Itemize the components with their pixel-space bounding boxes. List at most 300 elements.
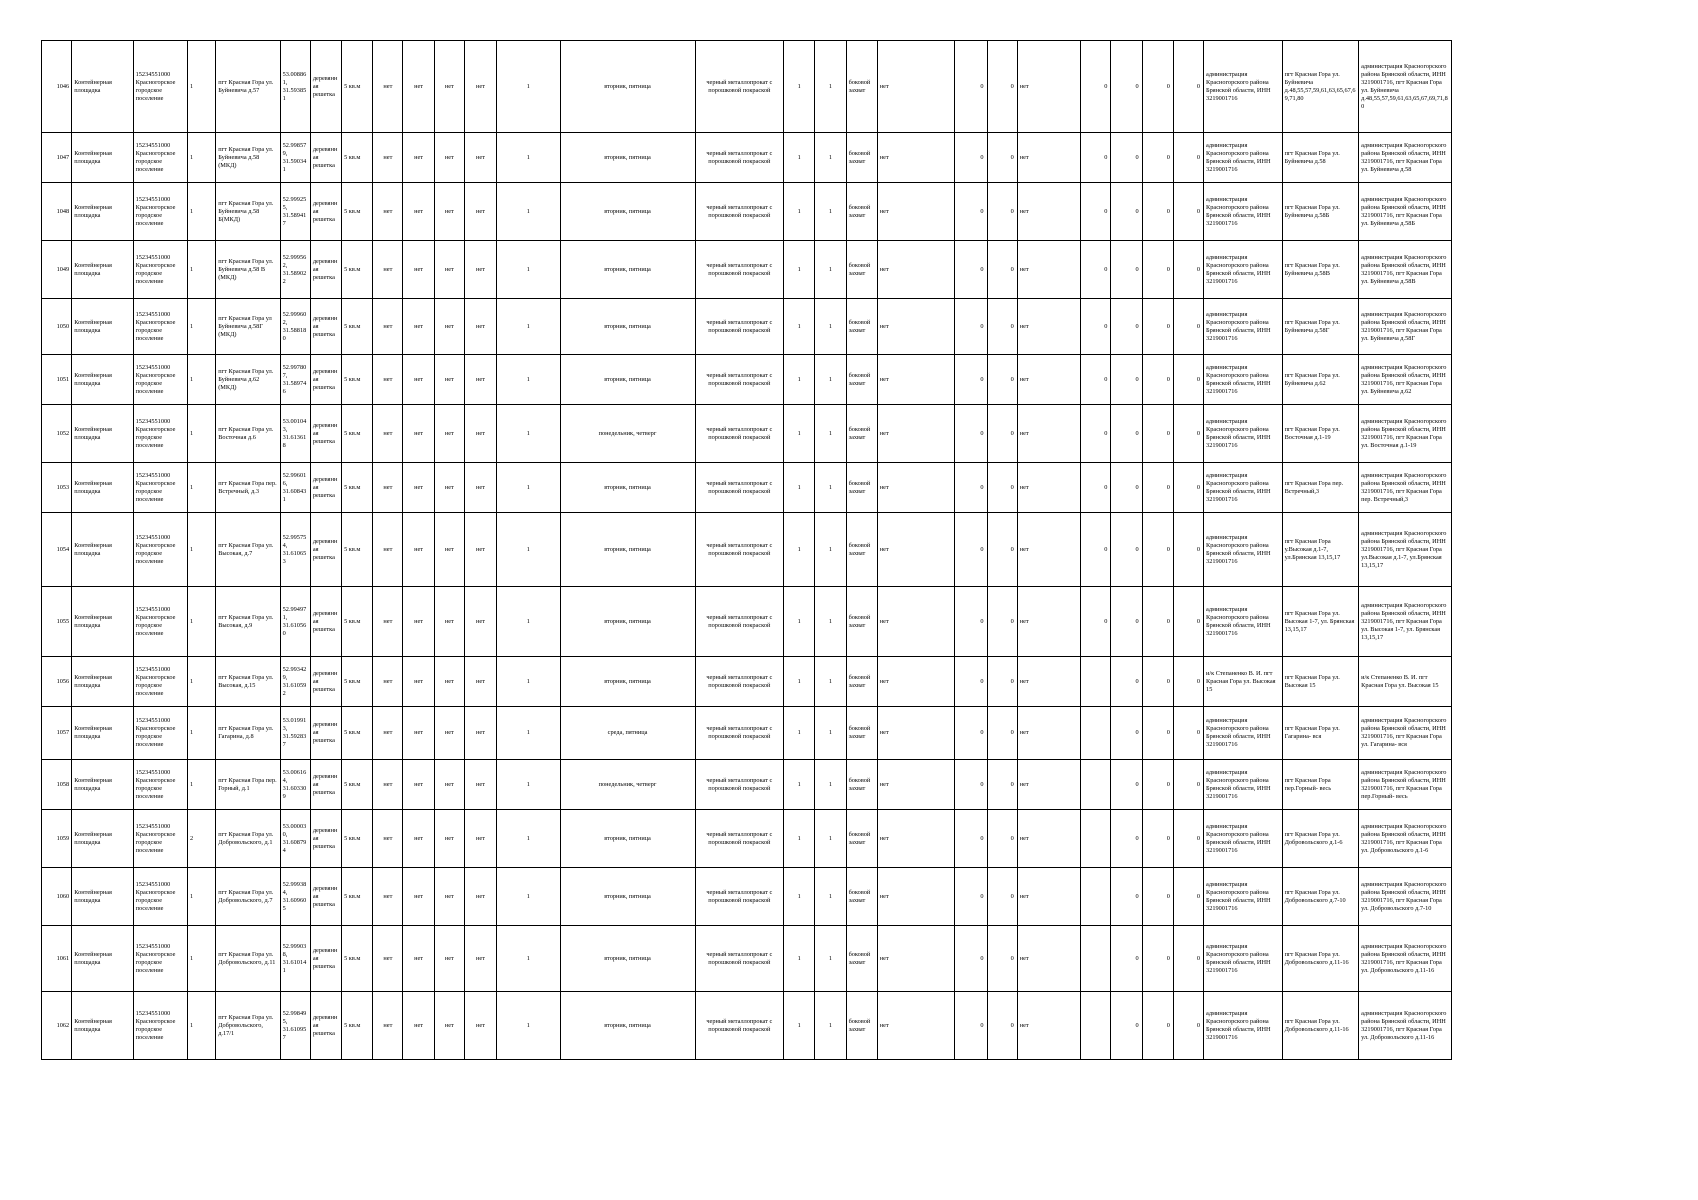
cell-quantity: 1 (188, 707, 216, 760)
cell-zero-6: 0 (1173, 133, 1203, 183)
cell-address: пгт Красная Гора ул. Добровольского, д.17/1 (216, 992, 280, 1060)
cell-schedule: вторник, пятница (560, 299, 695, 355)
cell-number: 1047 (42, 133, 72, 183)
cell-area: 5 кв.м (342, 657, 373, 707)
cell-quantity: 1 (188, 868, 216, 926)
cell-zero-6: 0 (1173, 183, 1203, 241)
cell-container-material: черный металлопрокат с порошковой покраской (695, 241, 784, 299)
cell-waste-source: пгт Красная Гора ул. Буйневича д.58Г (1282, 299, 1359, 355)
cell-loading-type: боковой захват (846, 810, 877, 868)
cell-flag-2: нет (403, 183, 434, 241)
cell-object-type: Контейнерная площадка (72, 463, 133, 513)
cell-bunker-flag: нет (877, 587, 955, 657)
cell-waste-source: пгт Красная Гора ул. Добровольского д.1-6 (1282, 810, 1359, 868)
cell-loading-type: боковой захват (846, 299, 877, 355)
cell-flag-4: нет (464, 133, 496, 183)
cell-number: 1054 (42, 513, 72, 587)
cell-quantity: 1 (188, 657, 216, 707)
cell-owner-full: администрация Красногорского района Брянской области, ИНН 3219001716, пгт Красная Гора ул. Добровольского д.7-10 (1359, 868, 1452, 926)
cell-object-type: Контейнерная площадка (72, 299, 133, 355)
cell-container-material: черный металлопрокат с порошковой покраской (695, 405, 784, 463)
cell-flag-2: нет (403, 463, 434, 513)
cell-quantity: 1 (188, 133, 216, 183)
cell-loading-type: боковой захват (846, 241, 877, 299)
table-row (42, 405, 1452, 463)
cell-flag-1: нет (373, 355, 403, 405)
cell-owner-full: администрация Красногорского района Брянской области, ИНН 3219001716, пгт Красная Гора ул. Высокая 1-7, ул. Брянская 13,15,17 (1359, 587, 1452, 657)
cell-quantity: 1 (188, 299, 216, 355)
cell-zero-6: 0 (1173, 463, 1203, 513)
cell-zero-3 (1081, 707, 1111, 760)
cell-zero-2: 0 (987, 926, 1017, 992)
cell-coordinates: 53.001043, 31.613618 (280, 405, 310, 463)
cell-volume-1: 1 (784, 405, 815, 463)
cell-zero-1: 0 (955, 707, 987, 760)
cell-address: пгт Красная Гора ул. Буйневича д.58 (МКД) (216, 133, 280, 183)
cell-fence-material: деревянная решетка (310, 513, 341, 587)
cell-zero-6: 0 (1173, 868, 1203, 926)
cell-zero-3: 0 (1081, 183, 1111, 241)
cell-quantity: 1 (188, 463, 216, 513)
cell-flag-1: нет (373, 587, 403, 657)
table-row (42, 992, 1452, 1060)
cell-waste-source: пгт Красная Гора ул. Добровольского д.7-10 (1282, 868, 1359, 926)
cell-zero-6: 0 (1173, 299, 1203, 355)
cell-owner-full: администрация Красногорского района Брянской области, ИНН 3219001716, пгт Красная Гора ул. Буйневича д.58Б (1359, 183, 1452, 241)
cell-oktmo: 15234551000 Красногорское городское поселение (133, 463, 187, 513)
cell-address: пгт Красная Гора ул. Высокая, д.9 (216, 587, 280, 657)
table-row (42, 587, 1452, 657)
cell-volume-2: 1 (815, 183, 846, 241)
table-row (42, 513, 1452, 587)
cell-quantity: 1 (188, 41, 216, 133)
cell-flag-4: нет (464, 299, 496, 355)
cell-zero-2: 0 (987, 133, 1017, 183)
cell-zero-3 (1081, 810, 1111, 868)
cell-zero-5: 0 (1142, 760, 1173, 810)
cell-oktmo: 15234551000 Красногорское городское поселение (133, 657, 187, 707)
cell-fence-material: деревянная решетка (310, 657, 341, 707)
cell-zero-5: 0 (1142, 707, 1173, 760)
cell-container-material: черный металлопрокат с порошковой покраской (695, 183, 784, 241)
cell-loading-type: боковой захват (846, 133, 877, 183)
cell-container-count: 1 (497, 355, 560, 405)
cell-quantity: 2 (188, 810, 216, 868)
cell-fence-material: деревянная решетка (310, 241, 341, 299)
cell-volume-2: 1 (815, 760, 846, 810)
cell-volume-1: 1 (784, 41, 815, 133)
cell-zero-4: 0 (1111, 587, 1142, 657)
cell-address: пгт Красная Гора ул. Добровольского, д.11 (216, 926, 280, 992)
cell-zero-1: 0 (955, 133, 987, 183)
table-row (42, 810, 1452, 868)
cell-volume-2: 1 (815, 707, 846, 760)
cell-number: 1046 (42, 41, 72, 133)
cell-flag-2: нет (403, 405, 434, 463)
cell-fence-material: деревянная решетка (310, 587, 341, 657)
cell-coordinates: 52.993429, 31.610592 (280, 657, 310, 707)
cell-loading-type: боковой захват (846, 355, 877, 405)
cell-fence-material: деревянная решетка (310, 41, 341, 133)
cell-zero-1: 0 (955, 926, 987, 992)
cell-flag-1: нет (373, 41, 403, 133)
cell-area: 5 кв.м (342, 41, 373, 133)
registry-table (41, 40, 1452, 1060)
cell-owner-full: администрация Красногорского района Брянской области, ИНН 3219001716, пгт Красная Гора ул. Гагарина- вся (1359, 707, 1452, 760)
cell-bunker-flag: нет (877, 463, 955, 513)
cell-address: пгт Красная Гора ул. Буйневича д.62 (МКД) (216, 355, 280, 405)
cell-flag-4: нет (464, 587, 496, 657)
cell-object-type: Контейнерная площадка (72, 41, 133, 133)
cell-zero-2: 0 (987, 657, 1017, 707)
cell-zero-2: 0 (987, 513, 1017, 587)
cell-zero-5: 0 (1142, 355, 1173, 405)
cell-zero-3: 0 (1081, 241, 1111, 299)
cell-zero-6: 0 (1173, 41, 1203, 133)
cell-zero-4: 0 (1111, 405, 1142, 463)
cell-owner-full: администрация Красногорского района Брянской области, ИНН 3219001716, пгт Красная Гора ул. Добровольского д.11-16 (1359, 926, 1452, 992)
cell-object-type: Контейнерная площадка (72, 241, 133, 299)
cell-zero-1: 0 (955, 587, 987, 657)
cell-volume-2: 1 (815, 299, 846, 355)
cell-coordinates: 52.999038, 31.610141 (280, 926, 310, 992)
cell-schedule: вторник, пятница (560, 355, 695, 405)
cell-owner-full: администрация Красногорского района Брянской области, ИНН 3219001716, пгт Красная Гора ул. Восточная д.1-19 (1359, 405, 1452, 463)
cell-zero-6: 0 (1173, 657, 1203, 707)
cell-area: 5 кв.м (342, 133, 373, 183)
cell-container-material: черный металлопрокат с порошковой покраской (695, 463, 784, 513)
cell-flag-1: нет (373, 241, 403, 299)
cell-owner-full: администрация Красногорского района Брянской области, ИНН 3219001716, пгт Красная Гора ул. Буйневича д.58В (1359, 241, 1452, 299)
cell-flag-3: нет (434, 810, 464, 868)
cell-fence-material: деревянная решетка (310, 760, 341, 810)
cell-oktmo: 15234551000 Красногорское городское поселение (133, 405, 187, 463)
cell-container-material: черный металлопрокат с порошковой покраской (695, 760, 784, 810)
cell-container-material: черный металлопрокат с порошковой покраской (695, 992, 784, 1060)
cell-flag-2: нет (403, 355, 434, 405)
cell-zero-5: 0 (1142, 587, 1173, 657)
cell-oktmo: 15234551000 Красногорское городское поселение (133, 513, 187, 587)
table-row (42, 657, 1452, 707)
cell-zero-1: 0 (955, 657, 987, 707)
cell-zero-1: 0 (955, 463, 987, 513)
cell-area: 5 кв.м (342, 992, 373, 1060)
cell-bunker-flag: нет (877, 992, 955, 1060)
cell-container-count: 1 (497, 707, 560, 760)
cell-flag-2: нет (403, 241, 434, 299)
cell-extra-flag: нет (1017, 992, 1080, 1060)
cell-flag-1: нет (373, 992, 403, 1060)
cell-object-type: Контейнерная площадка (72, 183, 133, 241)
cell-container-material: черный металлопрокат с порошковой покраской (695, 657, 784, 707)
cell-zero-1: 0 (955, 355, 987, 405)
cell-coordinates: 52.995754, 31.610653 (280, 513, 310, 587)
cell-waste-source: пгт Красная Гора у.Высокая д.1-7, ул.Брянская 13,15,17 (1282, 513, 1359, 587)
cell-area: 5 кв.м (342, 241, 373, 299)
cell-waste-source: пгт Красная Гора ул. Высокая 15 (1282, 657, 1359, 707)
cell-zero-3: 0 (1081, 513, 1111, 587)
cell-loading-type: боковой захват (846, 992, 877, 1060)
cell-owner: администрация Красногорского района Брянской области, ИНН 3219001716 (1204, 707, 1283, 760)
table-row (42, 707, 1452, 760)
cell-zero-1: 0 (955, 513, 987, 587)
cell-coordinates: 52.994971, 31.610560 (280, 587, 310, 657)
cell-schedule: вторник, пятница (560, 513, 695, 587)
cell-area: 5 кв.м (342, 587, 373, 657)
cell-owner: администрация Красногорского района Брянской области, ИНН 3219001716 (1204, 513, 1283, 587)
cell-bunker-flag: нет (877, 241, 955, 299)
cell-oktmo: 15234551000 Красногорское городское поселение (133, 810, 187, 868)
cell-area: 5 кв.м (342, 183, 373, 241)
cell-waste-source: пгт Красная Гора ул. Гагарина- вся (1282, 707, 1359, 760)
cell-flag-1: нет (373, 463, 403, 513)
cell-area: 5 кв.м (342, 355, 373, 405)
cell-area: 5 кв.м (342, 926, 373, 992)
cell-owner: администрация Красногорского района Брянской области, ИНН 3219001716 (1204, 463, 1283, 513)
table-row (42, 133, 1452, 183)
cell-bunker-flag: нет (877, 405, 955, 463)
cell-bunker-flag: нет (877, 355, 955, 405)
cell-oktmo: 15234551000 Красногорское городское поселение (133, 760, 187, 810)
cell-flag-3: нет (434, 587, 464, 657)
cell-zero-2: 0 (987, 299, 1017, 355)
cell-zero-2: 0 (987, 463, 1017, 513)
cell-zero-2: 0 (987, 405, 1017, 463)
cell-bunker-flag: нет (877, 760, 955, 810)
cell-owner: администрация Красногорского района Брянской области, ИНН 3219001716 (1204, 299, 1283, 355)
cell-address: пгт Красная Гора ул. Добровольского, д.1 (216, 810, 280, 868)
registry-sheet (41, 40, 1452, 1060)
cell-flag-3: нет (434, 992, 464, 1060)
cell-bunker-flag: нет (877, 868, 955, 926)
cell-object-type: Контейнерная площадка (72, 810, 133, 868)
cell-zero-1: 0 (955, 241, 987, 299)
cell-coordinates: 53.019913, 31.592837 (280, 707, 310, 760)
cell-waste-source: пгт Красная Гора ул. Буйневича д.48,55,57,59,61,63,65,67,69,71,80 (1282, 41, 1359, 133)
cell-extra-flag: нет (1017, 405, 1080, 463)
cell-coordinates: 52.999562, 31.589022 (280, 241, 310, 299)
cell-volume-1: 1 (784, 657, 815, 707)
cell-zero-6: 0 (1173, 810, 1203, 868)
cell-flag-3: нет (434, 760, 464, 810)
cell-volume-2: 1 (815, 587, 846, 657)
cell-waste-source: пгт Красная Гора ул. Высокая 1-7, ул. Брянская 13,15,17 (1282, 587, 1359, 657)
cell-owner-full: администрация Красногорского района Брянской области, ИНН 3219001716, пгт Красная Гора ул. Буйневича д.62 (1359, 355, 1452, 405)
cell-container-count: 1 (497, 299, 560, 355)
cell-owner: и/к Степаненко В. И. пгт Красная Гора ул. Высокая 15 (1204, 657, 1283, 707)
cell-number: 1052 (42, 405, 72, 463)
cell-coordinates: 52.997807, 31.589746 (280, 355, 310, 405)
cell-flag-2: нет (403, 707, 434, 760)
cell-flag-3: нет (434, 926, 464, 992)
cell-container-material: черный металлопрокат с порошковой покраской (695, 513, 784, 587)
cell-container-count: 1 (497, 760, 560, 810)
cell-bunker-flag: нет (877, 707, 955, 760)
cell-zero-4: 0 (1111, 355, 1142, 405)
cell-zero-1: 0 (955, 760, 987, 810)
cell-area: 5 кв.м (342, 707, 373, 760)
cell-object-type: Контейнерная площадка (72, 133, 133, 183)
cell-zero-4: 0 (1111, 810, 1142, 868)
cell-waste-source: пгт Красная Гора ул. Буйневича д.58В (1282, 241, 1359, 299)
cell-zero-5: 0 (1142, 992, 1173, 1060)
cell-extra-flag: нет (1017, 183, 1080, 241)
cell-container-count: 1 (497, 513, 560, 587)
cell-flag-4: нет (464, 405, 496, 463)
cell-volume-1: 1 (784, 868, 815, 926)
cell-flag-3: нет (434, 405, 464, 463)
cell-object-type: Контейнерная площадка (72, 657, 133, 707)
cell-bunker-flag: нет (877, 657, 955, 707)
cell-extra-flag: нет (1017, 241, 1080, 299)
cell-oktmo: 15234551000 Красногорское городское поселение (133, 183, 187, 241)
cell-extra-flag: нет (1017, 299, 1080, 355)
cell-address: пгт Красная Гора ул. Добровольского, д.7 (216, 868, 280, 926)
cell-oktmo: 15234551000 Красногорское городское поселение (133, 41, 187, 133)
cell-zero-3: 0 (1081, 299, 1111, 355)
cell-number: 1062 (42, 992, 72, 1060)
cell-zero-4: 0 (1111, 463, 1142, 513)
cell-flag-2: нет (403, 810, 434, 868)
cell-bunker-flag: нет (877, 41, 955, 133)
cell-flag-3: нет (434, 299, 464, 355)
cell-zero-4: 0 (1111, 299, 1142, 355)
table-row (42, 926, 1452, 992)
cell-area: 5 кв.м (342, 810, 373, 868)
cell-coordinates: 53.006164, 31.603309 (280, 760, 310, 810)
cell-coordinates: 52.999384, 31.609605 (280, 868, 310, 926)
cell-flag-2: нет (403, 299, 434, 355)
cell-flag-3: нет (434, 657, 464, 707)
cell-container-count: 1 (497, 241, 560, 299)
cell-loading-type: боковой захват (846, 926, 877, 992)
cell-volume-1: 1 (784, 513, 815, 587)
cell-owner: администрация Красногорского района Брянской области, ИНН 3219001716 (1204, 587, 1283, 657)
cell-zero-6: 0 (1173, 707, 1203, 760)
registry-rows (42, 41, 1452, 1060)
table-row (42, 760, 1452, 810)
cell-zero-1: 0 (955, 183, 987, 241)
cell-quantity: 1 (188, 355, 216, 405)
cell-schedule: вторник, пятница (560, 183, 695, 241)
cell-loading-type: боковой захват (846, 41, 877, 133)
cell-oktmo: 15234551000 Красногорское городское поселение (133, 355, 187, 405)
cell-zero-5: 0 (1142, 513, 1173, 587)
cell-flag-1: нет (373, 707, 403, 760)
cell-volume-1: 1 (784, 299, 815, 355)
cell-quantity: 1 (188, 760, 216, 810)
cell-object-type: Контейнерная площадка (72, 760, 133, 810)
cell-number: 1053 (42, 463, 72, 513)
cell-zero-4: 0 (1111, 41, 1142, 133)
cell-volume-2: 1 (815, 992, 846, 1060)
cell-flag-4: нет (464, 926, 496, 992)
cell-flag-2: нет (403, 587, 434, 657)
cell-owner-full: и/к Степаненко В. И. пгт Красная Гора ул. Высокая 15 (1359, 657, 1452, 707)
cell-flag-4: нет (464, 707, 496, 760)
cell-zero-6: 0 (1173, 926, 1203, 992)
cell-flag-1: нет (373, 183, 403, 241)
cell-schedule: вторник, пятница (560, 926, 695, 992)
cell-zero-2: 0 (987, 707, 1017, 760)
cell-volume-1: 1 (784, 707, 815, 760)
cell-loading-type: боковой захват (846, 587, 877, 657)
cell-extra-flag: нет (1017, 41, 1080, 133)
cell-zero-1: 0 (955, 992, 987, 1060)
cell-area: 5 кв.м (342, 513, 373, 587)
table-row (42, 183, 1452, 241)
cell-flag-1: нет (373, 657, 403, 707)
cell-number: 1051 (42, 355, 72, 405)
cell-flag-4: нет (464, 810, 496, 868)
cell-zero-1: 0 (955, 41, 987, 133)
cell-coordinates: 52.998579, 31.590341 (280, 133, 310, 183)
cell-waste-source: пгт Красная Гора ул. Буйневича д.58 (1282, 133, 1359, 183)
cell-zero-2: 0 (987, 183, 1017, 241)
cell-container-count: 1 (497, 868, 560, 926)
cell-zero-4: 0 (1111, 657, 1142, 707)
cell-quantity: 1 (188, 587, 216, 657)
cell-schedule: вторник, пятница (560, 868, 695, 926)
cell-zero-1: 0 (955, 405, 987, 463)
cell-container-material: черный металлопрокат с порошковой покраской (695, 587, 784, 657)
cell-loading-type: боковой захват (846, 183, 877, 241)
cell-volume-2: 1 (815, 926, 846, 992)
cell-flag-3: нет (434, 868, 464, 926)
cell-zero-3 (1081, 760, 1111, 810)
cell-flag-3: нет (434, 707, 464, 760)
cell-container-material: черный металлопрокат с порошковой покраской (695, 299, 784, 355)
cell-container-material: черный металлопрокат с порошковой покраской (695, 926, 784, 992)
cell-flag-4: нет (464, 463, 496, 513)
cell-object-type: Контейнерная площадка (72, 707, 133, 760)
cell-volume-2: 1 (815, 657, 846, 707)
cell-fence-material: деревянная решетка (310, 405, 341, 463)
cell-flag-1: нет (373, 926, 403, 992)
cell-zero-4: 0 (1111, 707, 1142, 760)
cell-schedule: понедельник, четверг (560, 760, 695, 810)
cell-quantity: 1 (188, 405, 216, 463)
table-row (42, 355, 1452, 405)
cell-flag-3: нет (434, 513, 464, 587)
table-row (42, 41, 1452, 133)
cell-extra-flag: нет (1017, 133, 1080, 183)
cell-fence-material: деревянная решетка (310, 992, 341, 1060)
cell-schedule: понедельник, четверг (560, 405, 695, 463)
cell-owner-full: администрация Красногорского района Брянской области, ИНН 3219001716, пгт Красная Гора ул. Добровольского д.1-6 (1359, 810, 1452, 868)
cell-fence-material: деревянная решетка (310, 355, 341, 405)
cell-zero-3: 0 (1081, 587, 1111, 657)
cell-container-count: 1 (497, 587, 560, 657)
cell-number: 1056 (42, 657, 72, 707)
cell-schedule: вторник, пятница (560, 992, 695, 1060)
cell-address: пгт Красная Гора пер. Встречный, д.3 (216, 463, 280, 513)
cell-coordinates: 52.996016, 31.608431 (280, 463, 310, 513)
cell-container-material: черный металлопрокат с порошковой покраской (695, 868, 784, 926)
cell-flag-1: нет (373, 810, 403, 868)
cell-schedule: вторник, пятница (560, 133, 695, 183)
cell-bunker-flag: нет (877, 133, 955, 183)
cell-volume-2: 1 (815, 405, 846, 463)
cell-zero-5: 0 (1142, 926, 1173, 992)
cell-zero-1: 0 (955, 299, 987, 355)
cell-waste-source: пгт Красная Гора ул. Буйневича д.62 (1282, 355, 1359, 405)
cell-container-count: 1 (497, 657, 560, 707)
cell-flag-3: нет (434, 133, 464, 183)
cell-zero-4: 0 (1111, 183, 1142, 241)
cell-container-count: 1 (497, 183, 560, 241)
cell-fence-material: деревянная решетка (310, 133, 341, 183)
